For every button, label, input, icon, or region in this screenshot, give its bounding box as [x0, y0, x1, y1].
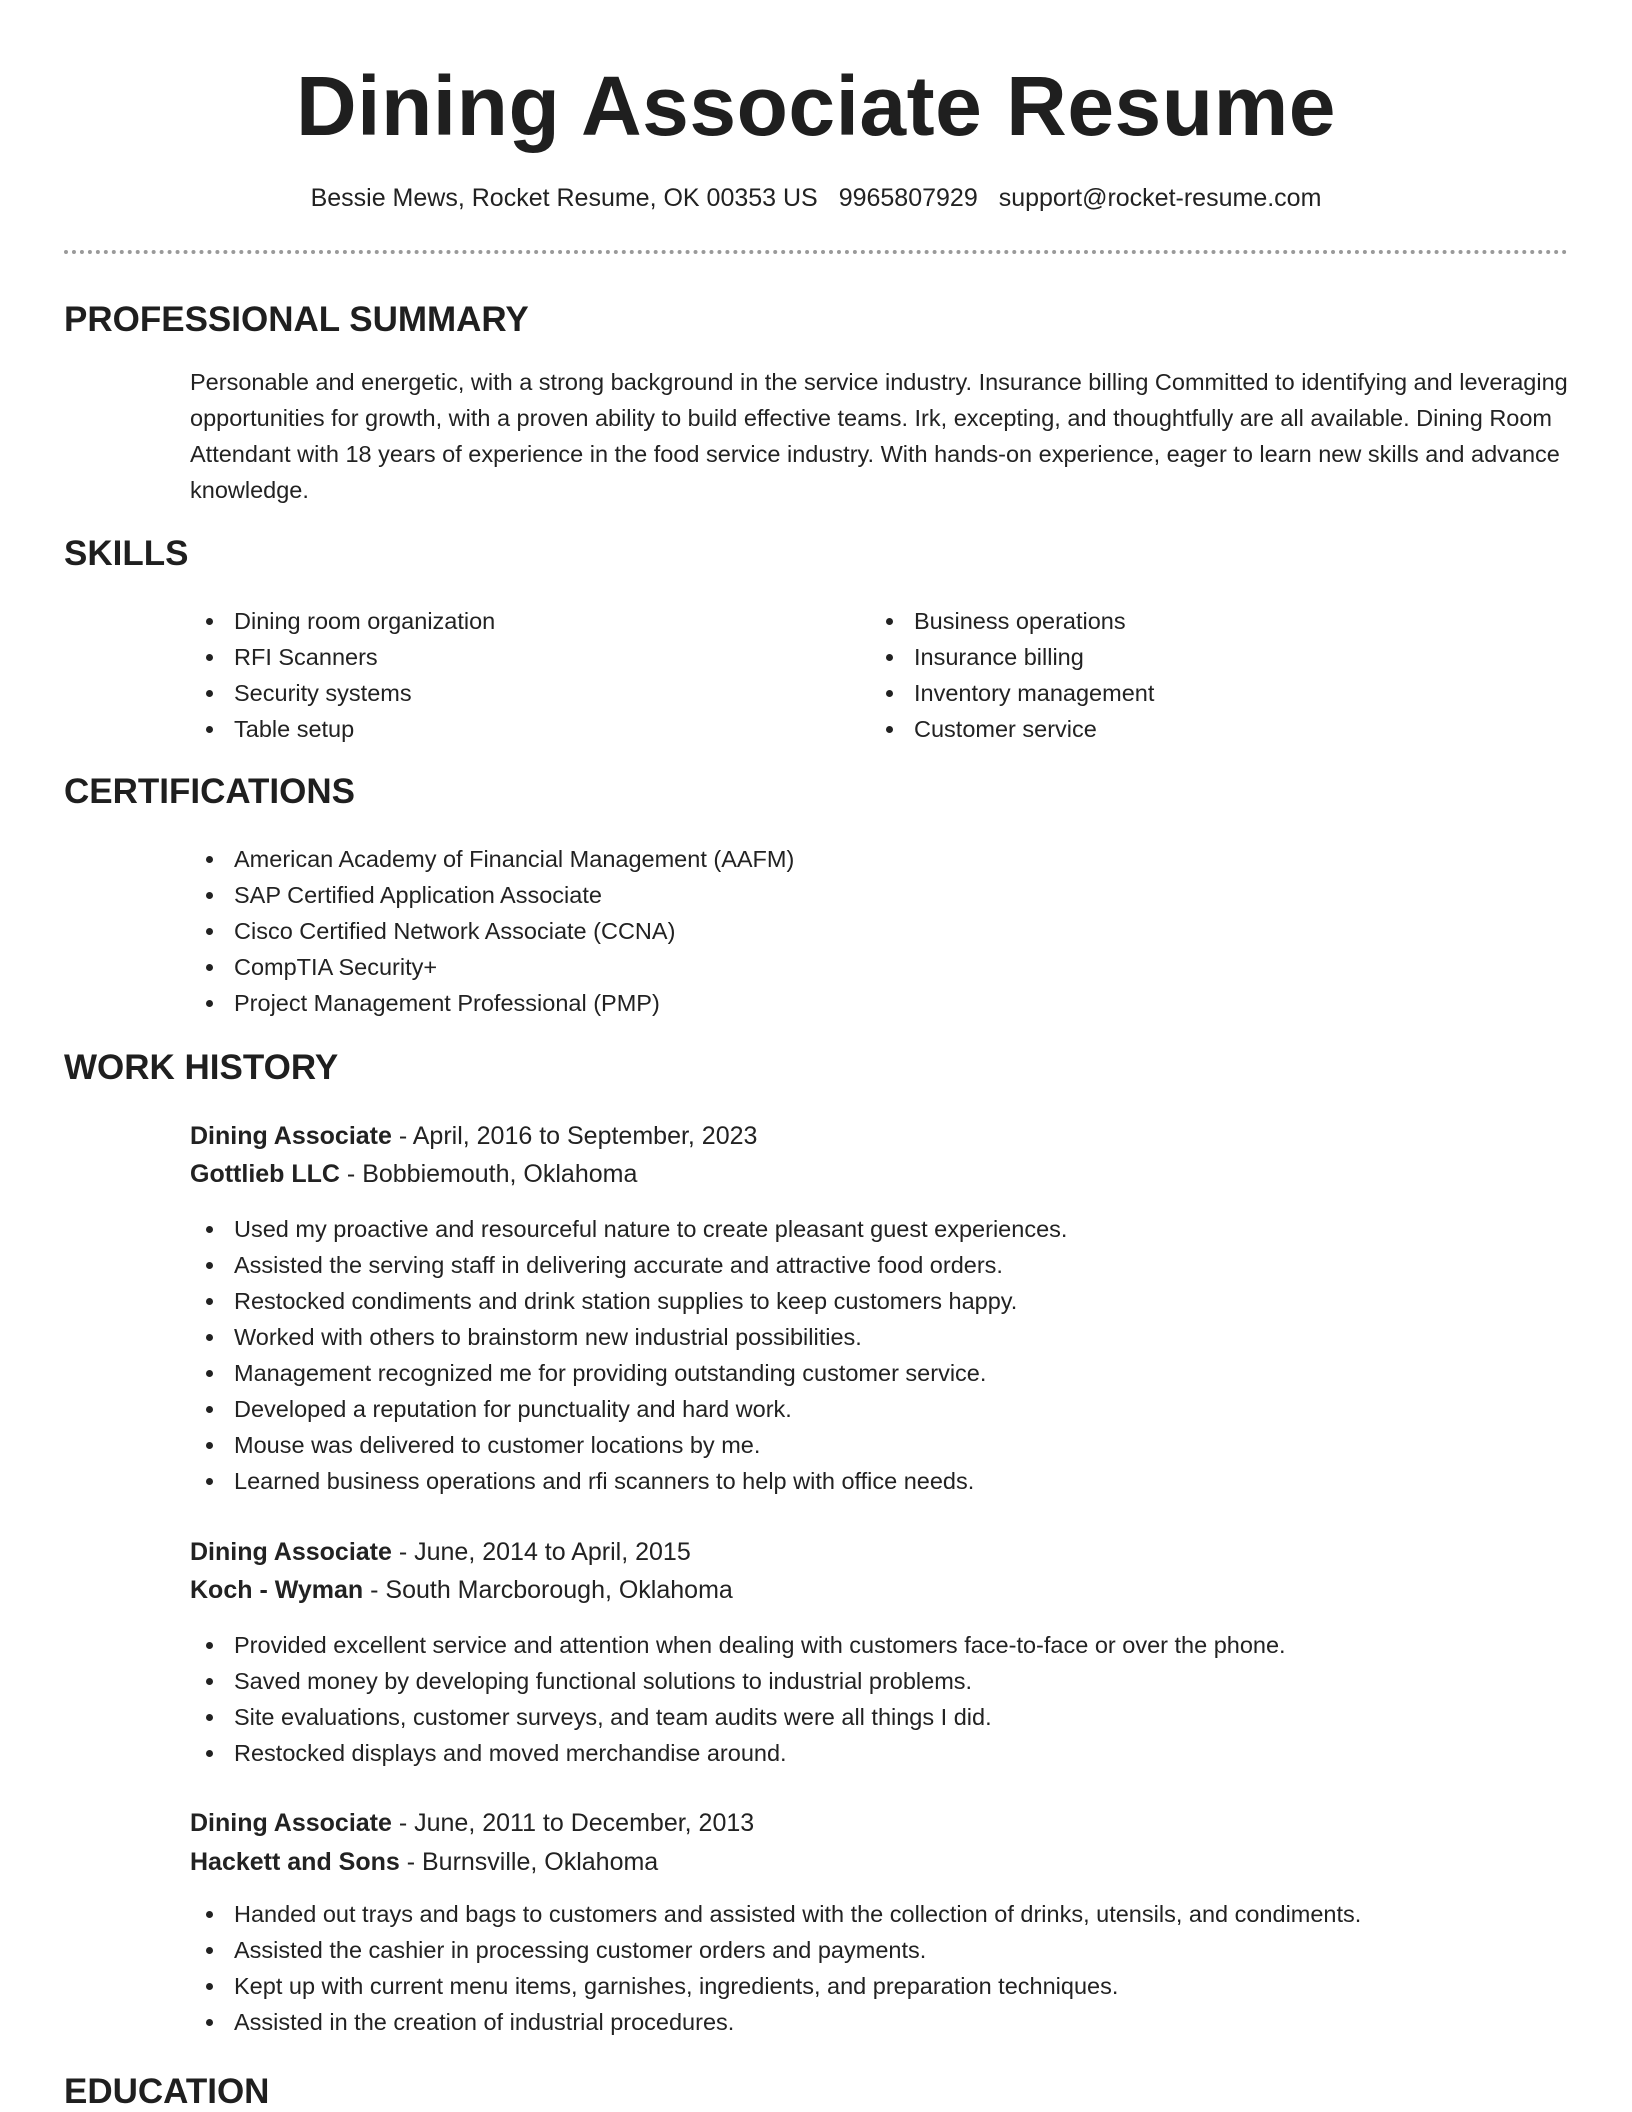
- certification-item: CompTIA Security+: [190, 949, 794, 985]
- certifications-heading: CERTIFICATIONS: [64, 772, 356, 811]
- job-bullets: [190, 1896, 1361, 2040]
- skills-heading: SKILLS: [64, 534, 189, 573]
- contact-line: [64, 180, 1568, 216]
- job-dates: - June, 2011 to December, 2013: [391, 1809, 755, 1837]
- job-bullet: Used my proactive and resourceful nature to create pleasant guest experiences.: [190, 1211, 1067, 1247]
- job-location: - Bobbiemouth, Oklahoma: [339, 1160, 638, 1188]
- work-history-heading: WORK HISTORY: [64, 1048, 339, 1087]
- skill-item: Insurance billing: [870, 639, 1154, 675]
- skill-item: RFI Scanners: [190, 639, 495, 675]
- job-bullet: Saved money by developing functional solutions to industrial problems.: [190, 1663, 1286, 1699]
- job-bullet: Assisted the serving staff in delivering accurate and attractive food orders.: [190, 1247, 1067, 1283]
- job-title: Dining Associate: [190, 1809, 392, 1837]
- job-bullet: Worked with others to brainstorm new industrial possibilities.: [190, 1319, 1067, 1355]
- skill-item: Dining room organization: [190, 603, 495, 639]
- resume-title: Dining Associate Resume: [295, 59, 1336, 153]
- job-bullet: Kept up with current menu items, garnishes, ingredients, and preparation techniques.: [190, 1968, 1361, 2004]
- education-heading: EDUCATION: [64, 2072, 270, 2111]
- job-title: Dining Associate: [190, 1122, 392, 1150]
- job-bullet: Learned business operations and rfi scanners to help with office needs.: [190, 1463, 1067, 1499]
- job-dates: - June, 2014 to April, 2015: [391, 1538, 691, 1566]
- job-company: Koch - Wyman: [190, 1576, 364, 1604]
- job-company-line: [190, 1843, 658, 1881]
- job-company-line: [190, 1571, 733, 1609]
- skills-list-right: [870, 603, 1154, 747]
- job-bullet: Management recognized me for providing outstanding customer service.: [190, 1355, 1067, 1391]
- job-title-line: [190, 1804, 754, 1842]
- job-dates: - April, 2016 to September, 2023: [391, 1122, 758, 1150]
- certification-item: SAP Certified Application Associate: [190, 877, 794, 913]
- summary-heading: PROFESSIONAL SUMMARY: [64, 300, 529, 339]
- certifications-list: [190, 841, 794, 1021]
- job-bullet: Assisted in the creation of industrial procedures.: [190, 2004, 1361, 2040]
- job-bullet: Assisted the cashier in processing customer orders and payments.: [190, 1932, 1361, 1968]
- job-bullet: Mouse was delivered to customer locations by me.: [190, 1427, 1067, 1463]
- skill-item: Table setup: [190, 711, 495, 747]
- job-bullet: Handed out trays and bags to customers and assisted with the collection of drinks, utensils, and condiments.: [190, 1896, 1361, 1932]
- job-company: Gottlieb LLC: [190, 1160, 340, 1188]
- certification-item: Project Management Professional (PMP): [190, 985, 794, 1021]
- job-title-line: [190, 1117, 757, 1155]
- skill-item: Customer service: [870, 711, 1154, 747]
- job-bullet: Developed a reputation for punctuality and hard work.: [190, 1391, 1067, 1427]
- resume-page: [64, 0, 1568, 2112]
- skill-item: Security systems: [190, 675, 495, 711]
- job-bullet: Restocked condiments and drink station supplies to keep customers happy.: [190, 1283, 1067, 1319]
- job-bullets: [190, 1211, 1067, 1499]
- job-bullet: Provided excellent service and attention when dealing with customers face-to-face or over the phone.: [190, 1627, 1286, 1663]
- contact-phone: 9965807929: [838, 184, 978, 212]
- job-bullet: Restocked displays and moved merchandise around.: [190, 1735, 1286, 1771]
- skill-item: Business operations: [870, 603, 1154, 639]
- job-company: Hackett and Sons: [190, 1848, 400, 1876]
- certification-item: Cisco Certified Network Associate (CCNA): [190, 913, 794, 949]
- certification-item: American Academy of Financial Management (AAFM): [190, 841, 794, 877]
- job-bullets: [190, 1627, 1286, 1771]
- job-title-line: [190, 1533, 691, 1571]
- job-title: Dining Associate: [190, 1538, 392, 1566]
- summary-text: Personable and energetic, with a strong background in the service industry. Insurance billing Committed to identifying and leveraging opportunities for growth, with a proven ability to build effective teams. Irk, excepting, and thoughtfully are all available. Dining Room Attendant with 18 years of experience in the food service industry. With hands-on experience, eager to learn new skills and advance knowledge.: [190, 369, 1568, 503]
- job-company-line: [190, 1155, 637, 1193]
- job-bullet: Site evaluations, customer surveys, and team audits were all things I did.: [190, 1699, 1286, 1735]
- job-location: - South Marcborough, Oklahoma: [363, 1576, 733, 1604]
- header-divider: [64, 250, 1568, 254]
- contact-email: support@rocket-resume.com: [998, 184, 1322, 212]
- skills-list-left: [190, 603, 495, 747]
- contact-address: Bessie Mews, Rocket Resume, OK 00353 US: [310, 184, 818, 212]
- skill-item: Inventory management: [870, 675, 1154, 711]
- job-location: - Burnsville, Oklahoma: [399, 1848, 659, 1876]
